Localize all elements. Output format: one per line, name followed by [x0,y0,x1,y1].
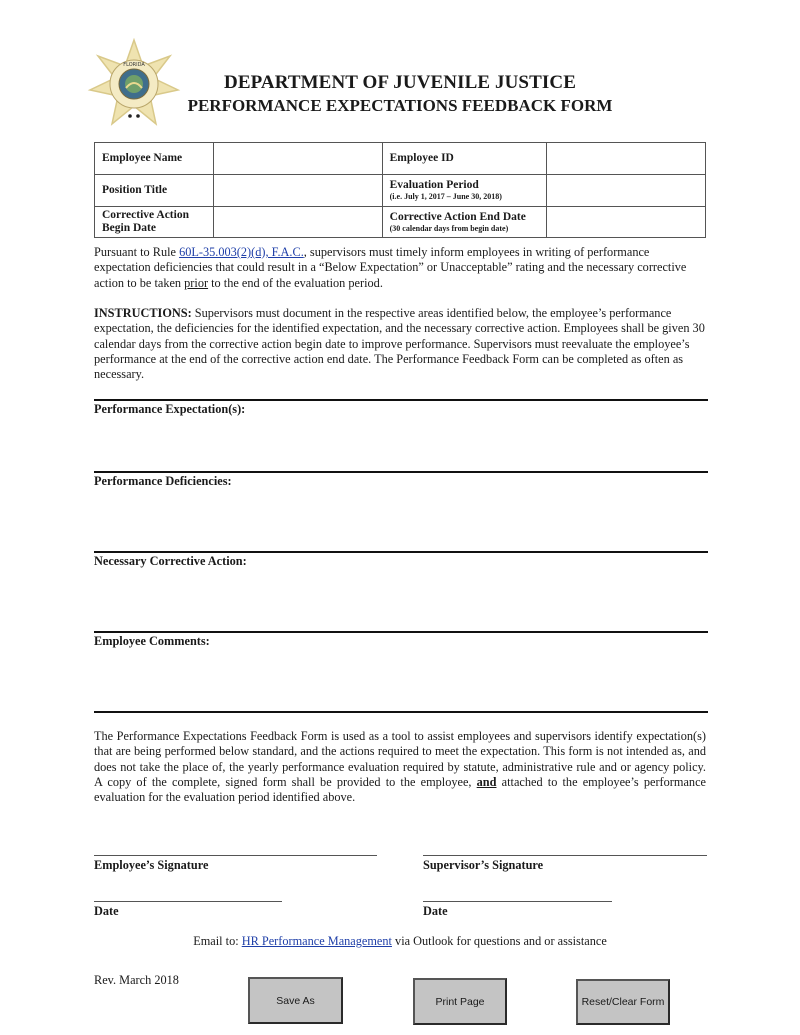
hr-performance-link[interactable]: HR Performance Management [241,934,392,948]
corrective-action-field[interactable] [94,572,710,632]
corrective-begin-cell [213,207,382,238]
page-title: DEPARTMENT OF JUVENILE JUSTICE [224,72,576,93]
employee-id-cell [547,143,706,175]
svg-text:FLORIDA: FLORIDA [123,62,145,68]
position-title-label: Position Title [95,175,214,207]
intro-emphasis: prior [184,275,209,290]
supervisor-signature-label: Supervisor’s Signature [423,858,544,872]
position-title-cell [213,175,382,207]
employee-date-line[interactable] [94,901,282,902]
intro-suffix: to the end of the evaluation period. [208,275,383,290]
section-divider [94,551,708,553]
contact-prefix: Email to: [193,934,242,948]
section-divider [94,399,708,401]
employee-id-label: Employee ID [382,143,547,175]
section-divider [94,631,708,633]
intro-paragraph [94,245,706,291]
instructions-label: INSTRUCTIONS: [94,306,192,320]
employee-id-field[interactable] [547,143,705,174]
corrective-end-hint: (30 calendar days from begin date) [389,223,509,233]
performance-expectations-label: Performance Expectation(s): [94,402,246,416]
disclaimer-part1: The Performance Expectations Feedback Form is used as a tool to assist employees and supervisors identify expectation(s) that are being performed below standard, and the actions required to meet the expectation. This form is not intended as, and does not take the place of, the yearly performance evaluation required by statute, administrative rule and or agency policy. A copy of the complete, signed form shall be provided to the employee, [94,729,706,789]
corrective-end-date-field[interactable] [547,207,705,237]
performance-deficiencies-field[interactable] [94,492,710,552]
evaluation-period-cell [547,175,706,207]
supervisor-date-label: Date [423,904,448,918]
intro-prefix: Pursuant to Rule [94,245,180,259]
supervisor-date-line[interactable] [423,901,612,902]
corrective-begin-label [95,207,214,238]
form-subtitle: PERFORMANCE EXPECTATIONS FEEDBACK FORM [187,96,613,115]
corrective-begin-label-line1: Corrective Action [102,209,189,221]
employee-signature-label: Employee’s Signature [94,858,209,872]
employee-name-label: Employee Name [95,143,214,175]
corrective-end-cell [547,207,706,238]
instructions-text: Supervisors must document in the respective areas identified below, the employee’s performance expectation, the deficiencies for the identified expectation, and the necessary corrective action. Employees shall be given 30 calendar days from the corrective action begin date to improve performance. Supervisors must reevaluate the employee’s performance at the end of the corrective action end date. The Performance Feedback Form can be completed as often as necessary. [94,306,705,382]
section-divider [94,471,708,473]
performance-deficiencies-label: Performance Deficiencies: [94,474,232,488]
corrective-end-label [382,207,547,238]
position-title-field[interactable] [214,175,382,206]
employee-date-label: Date [94,904,119,918]
evaluation-period-hint: (i.e. July 1, 2017 – June 30, 2018) [389,192,502,201]
disclaimer-part2: attached to the employee’s performance evaluation for the evaluation period identified above. [94,774,706,805]
employee-info-table [94,142,706,238]
intro-middle: , supervisors must timely inform employees in writing of performance expectation deficiencies that could result in a “Below Expectation” or Unacceptable” rating and the necessary corrective action to be taken [94,245,687,290]
evaluation-period-field[interactable] [547,175,705,206]
disclaimer-emphasis: and [476,774,497,789]
print-page-button[interactable]: Print Page [413,978,507,1025]
evaluation-period-label-text: Evaluation Period [389,179,479,191]
employee-comments-label: Employee Comments: [94,634,210,648]
contact-suffix: via Outlook for questions and or assistance [391,934,607,948]
rule-link[interactable]: 60L-35.003(2)(d), F.A.C. [179,245,304,259]
reset-clear-form-button[interactable]: Reset/Clear Form [576,979,670,1025]
instructions-paragraph [94,306,706,382]
corrective-action-label: Necessary Corrective Action: [94,554,247,568]
corrective-begin-date-field[interactable] [214,207,382,237]
corrective-begin-label-line2: Begin Date [102,222,156,234]
corrective-end-label-text: Corrective Action End Date [389,210,526,223]
employee-name-cell [213,143,382,175]
employee-name-field[interactable] [214,143,382,174]
employee-comments-field[interactable] [94,652,710,712]
revision-date: Rev. March 2018 [94,973,179,987]
employee-signature-line[interactable] [94,855,377,856]
disclaimer-paragraph [94,729,706,805]
contact-line [0,934,800,949]
save-as-button[interactable]: Save As [248,977,343,1024]
supervisor-signature-line[interactable] [423,855,707,856]
performance-expectations-field[interactable] [94,420,710,472]
section-divider [94,711,708,713]
evaluation-period-label [382,175,547,207]
